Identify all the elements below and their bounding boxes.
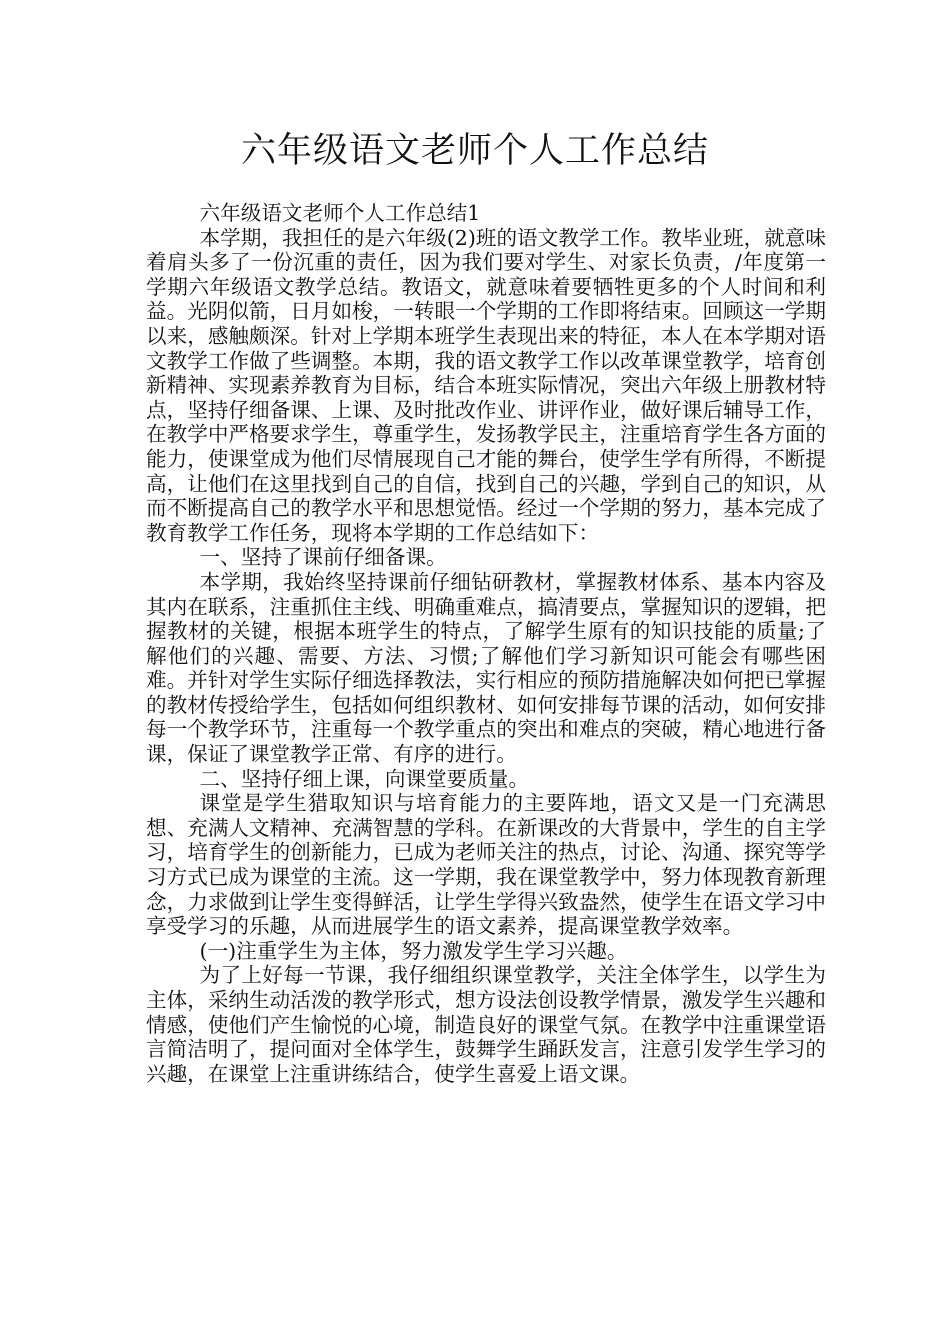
- subsection-heading-interest: (一)注重学生为主体，努力激发学生学习兴趣。: [199, 938, 628, 963]
- paragraph-intro: 本学期，我担任的是六年级(2)班的语文教学工作。教毕业班，就意味着肩头多了一份沉重的责任，因为我们要对学生、对家长负责，/年度第一学期六年级语文教学总结。教语文，就意味着要牺牲更多的个人时间和利益。光阴似箭，日月如梭，一转眼一个学期的工作即将结束。回顾这一学期以来，感触颇深。针对上学期本班学生表现出来的特征，本人在本学期对语文教学工作做了些调整。本期，我的语文教学工作以改革课堂教学，培育创新精神、实现素养教育为目标，结合本班实际情况，突出六年级上册教材特点，坚持仔细备课、上课、及时批改作业、讲评作业，做好课后辅导工作，在教学中严格要求学生，尊重学生，发扬教学民主，注重培育学生各方面的能力，使课堂成为他们尽情展现自己才能的舞台，使学生学有所得，不断提高，让他们在这里找到自己的自信，找到自己的兴趣，学到自己的知识，从而不断提高自己的教学水平和思想觉悟。经过一个学期的努力，基本完成了教育教学工作任务，现将本学期的工作总结如下：: [146, 225, 826, 545]
- paragraph-preparation: 本学期，我始终坚持课前仔细钻研教材，掌握教材体系、基本内容及其内在联系，注重抓住主线、明确重难点，搞清要点，掌握知识的逻辑，把握教材的关键，根据本班学生的特点，了解学生原有的知识技能的质量;了解他们的兴趣、需要、方法、习惯;了解他们学习新知识可能会有哪些困难。并针对学生实际仔细选择教法，实行相应的预防措施解决如何把已掌握的教材传授给学生，包括如何组织教材、如何安排每节课的活动，如何安排每一个教学环节，注重每一个教学重点的突出和难点的突破，精心地进行备课，保证了课堂教学正常、有序的进行。: [146, 569, 826, 767]
- section-heading-preparation: 一、坚持了课前仔细备课。: [199, 545, 447, 570]
- paragraph-interest: 为了上好每一节课，我仔细组织课堂教学，关注全体学生，以学生为主体，采纳生动活泼的教学形式，想方设法创设教学情景，激发学生兴趣和情感，使他们产生愉悦的心境，制造良好的课堂气氛。在教学中注重课堂语言简洁明了，提问面对全体学生，鼓舞学生踊跃发言，注意引发学生学习的兴趣，在课堂上注重讲练结合，使学生喜爱上语文课。: [146, 963, 826, 1086]
- section-heading-teaching: 二、坚持仔细上课，向课堂要质量。: [199, 766, 530, 791]
- paragraph-teaching: 课堂是学生猎取知识与培育能力的主要阵地，语文又是一门充满思想、充满人文精神、充满智慧的学科。在新课改的大背景中，学生的自主学习，培育学生的创新能力，已成为老师关注的热点，讨论、沟通、探究等学习方式已成为课堂的主流。这一学期，我在课堂教学中，努力体现教育新理念，力求做到让学生变得鲜活，让学生学得兴致盎然，使学生在语文学习中享受学习的乐趣，从而进展学生的语文素养，提高课堂教学效率。: [146, 791, 826, 939]
- document-body: [146, 201, 826, 1086]
- section-heading-1: 六年级语文老师个人工作总结1: [199, 201, 481, 225]
- document-title: 六年级语文老师个人工作总结: [240, 131, 709, 171]
